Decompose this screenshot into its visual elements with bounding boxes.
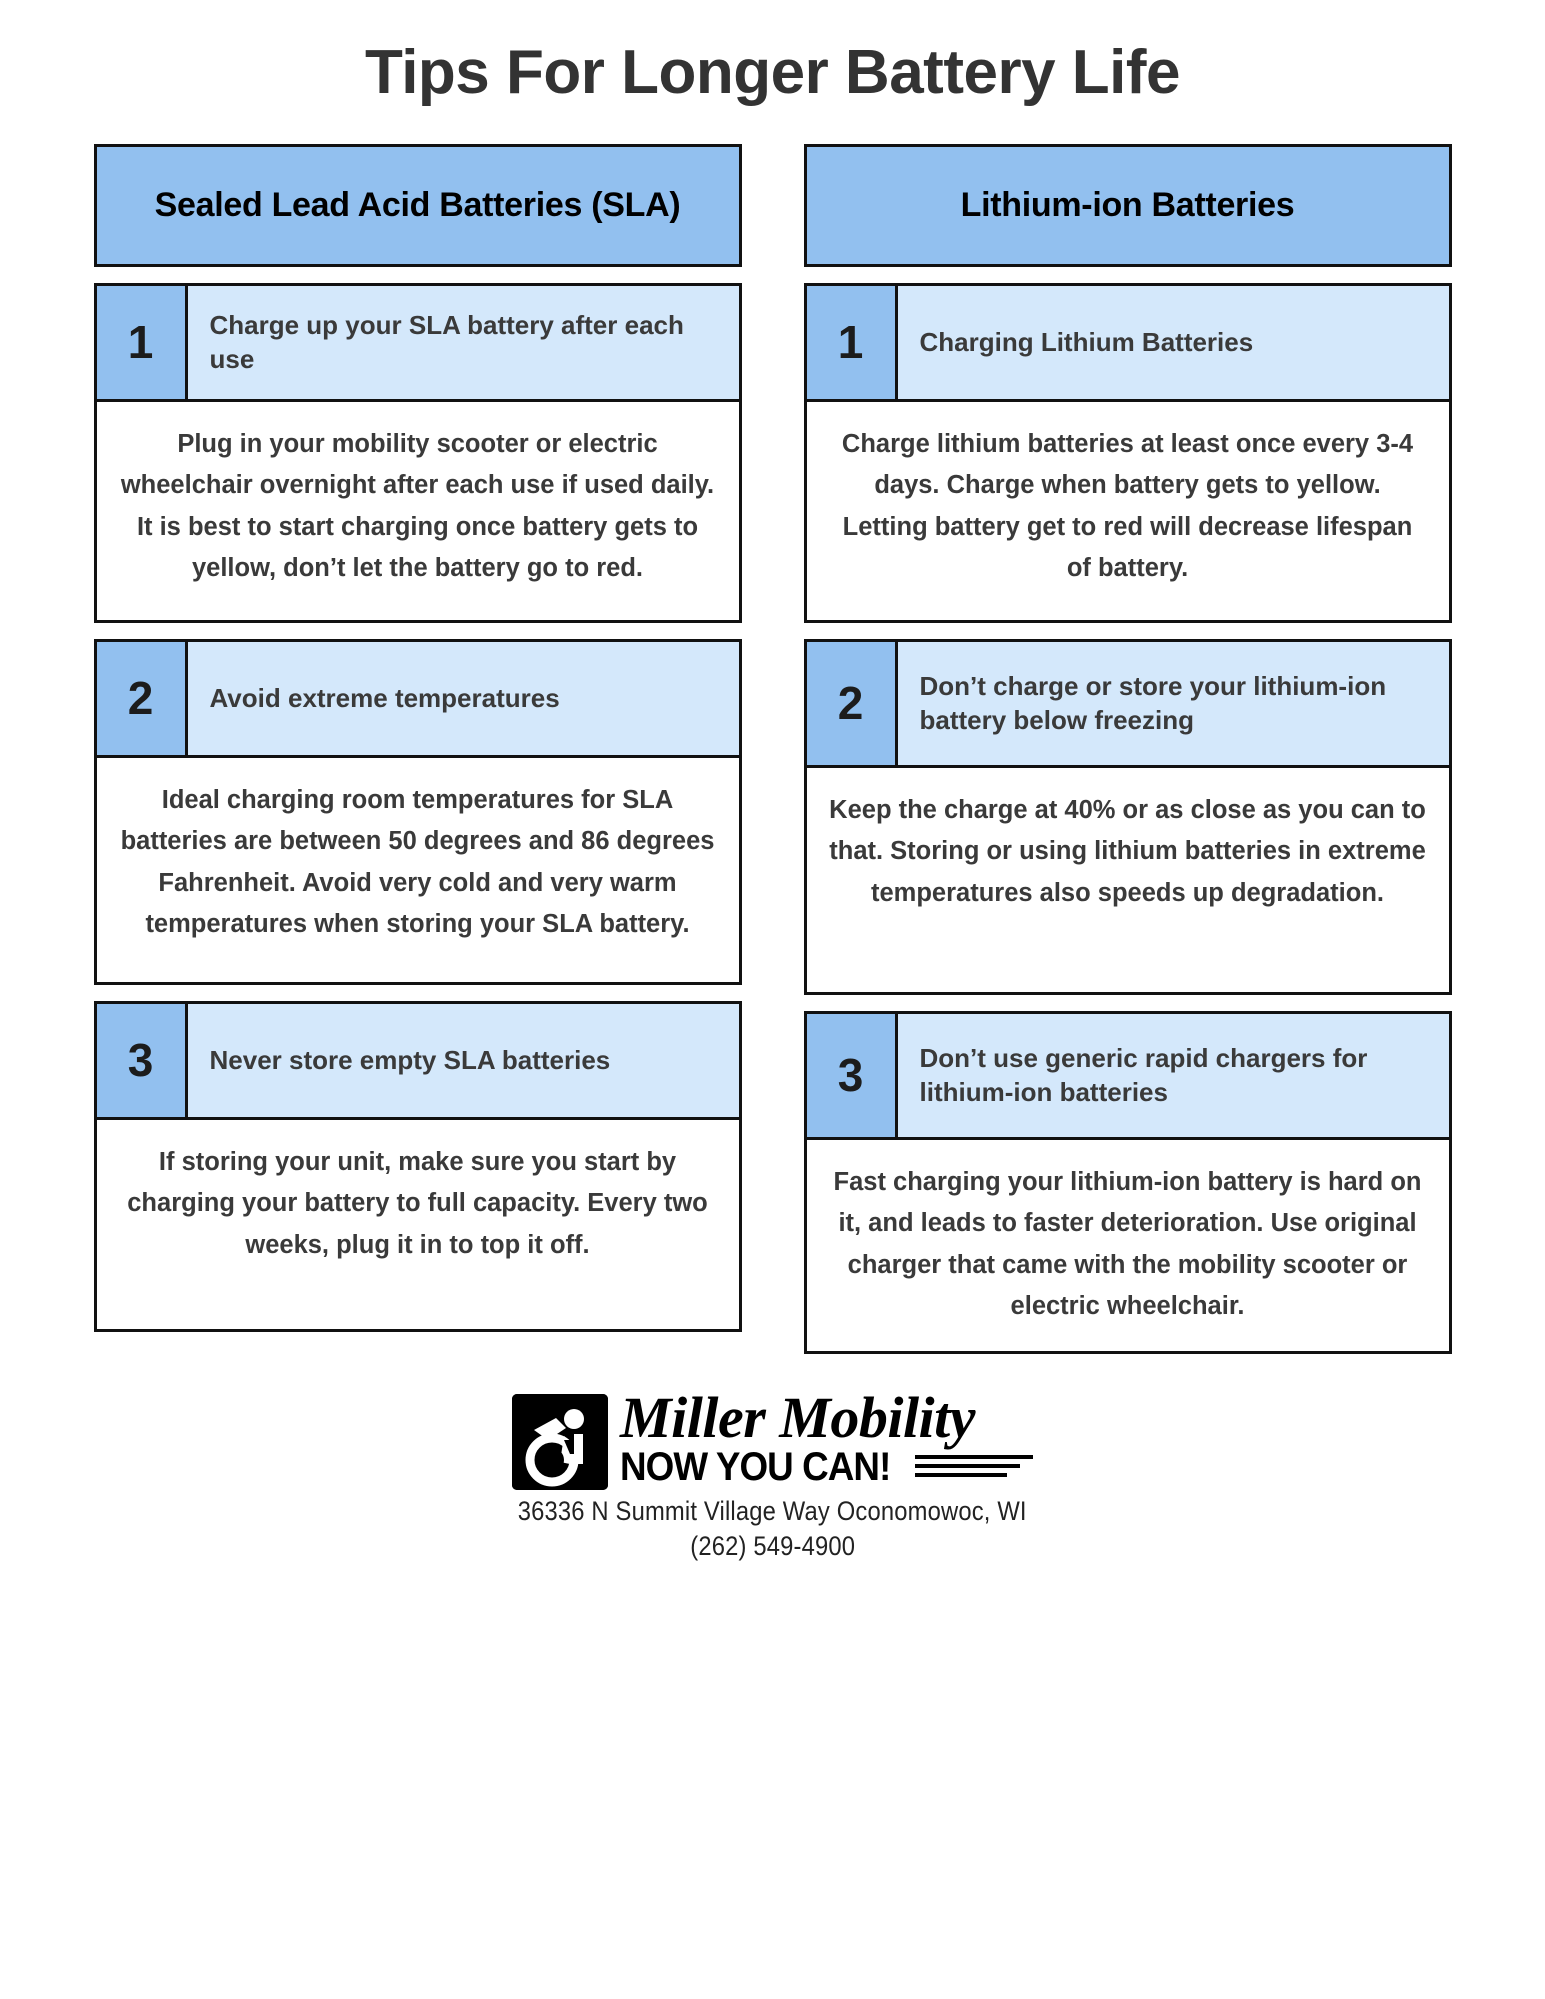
tip-body <box>804 399 1452 623</box>
tips-columns <box>0 144 1545 1354</box>
footer-phone: (262) 549-4900 <box>690 1531 855 1562</box>
tip-card <box>804 283 1452 623</box>
tip-body <box>804 765 1452 995</box>
tip-body-text: Ideal charging room temperatures for SLA batteries are between 50 degrees and 86 degrees Fahrenheit. Avoid very cold and very warm temperatures when storing your SLA battery. <box>120 785 715 938</box>
logo-tagline: NOW YOU CAN! <box>620 1444 891 1489</box>
column-header-lithium <box>804 144 1452 267</box>
column-lithium <box>804 144 1452 1354</box>
tip-number: 1 <box>807 286 898 399</box>
column-header-label: Sealed Lead Acid Batteries (SLA) <box>154 185 681 224</box>
tip-title-label: Avoid extreme temperatures <box>209 683 560 714</box>
tip-body <box>94 399 742 623</box>
tip-head <box>94 1001 742 1117</box>
logo-company-name: Miller Mobility <box>620 1385 976 1451</box>
tip-body-text: Fast charging your lithium-ion battery is hard on it, and leads to faster deterioration. Use original charger that came with the mobility scooter or electric wheelchair. <box>833 1167 1422 1320</box>
tip-card <box>94 639 742 985</box>
tip-card <box>94 283 742 623</box>
tip-card <box>804 1011 1452 1354</box>
logo-speed-lines-icon <box>915 1455 1033 1477</box>
tip-title <box>188 286 739 399</box>
wheelchair-accessibility-icon <box>512 1394 608 1490</box>
tip-title-label: Charging Lithium Batteries <box>919 327 1254 358</box>
tip-title-label: Charge up your SLA battery after each use <box>209 309 684 375</box>
column-header-label: Lithium-ion Batteries <box>960 185 1295 224</box>
tip-title <box>188 1004 739 1117</box>
logo-tagline-row <box>620 1445 1033 1490</box>
tip-title <box>898 642 1449 765</box>
tip-head <box>804 283 1452 399</box>
tip-body-text: Plug in your mobility scooter or electric wheelchair overnight after each use if used daily. It is best to start charging once battery gets to yellow, don’t let the battery go to red. <box>120 429 715 582</box>
tip-number: 1 <box>97 286 188 399</box>
footer <box>0 1385 1545 1562</box>
tip-head <box>804 1011 1452 1137</box>
tip-body <box>94 755 742 985</box>
column-header-sla <box>94 144 742 267</box>
tip-body-text: Keep the charge at 40% or as close as you can to that. Storing or using lithium batteries in extreme temperatures also speeds up degradation. <box>829 795 1426 907</box>
tip-card <box>94 1001 742 1332</box>
tip-title-label: Don’t charge or store your lithium-ion battery below freezing <box>919 670 1387 736</box>
tip-head <box>804 639 1452 765</box>
tip-number: 2 <box>807 642 898 765</box>
tip-number: 3 <box>807 1014 898 1137</box>
column-sla <box>94 144 742 1354</box>
tip-body-text: If storing your unit, make sure you start by charging your battery to full capacity. Every two weeks, plug it in to top it off. <box>127 1147 708 1259</box>
tip-body <box>804 1137 1452 1354</box>
tip-card <box>804 639 1452 995</box>
company-logo <box>512 1385 1033 1490</box>
tip-title <box>188 642 739 755</box>
tip-head <box>94 639 742 755</box>
tip-head <box>94 283 742 399</box>
tip-body <box>94 1117 742 1332</box>
tip-title <box>898 286 1449 399</box>
footer-address: 36336 N Summit Village Way Oconomowoc, WI <box>517 1496 1027 1527</box>
tip-title-label: Never store empty SLA batteries <box>209 1045 611 1076</box>
tip-number: 2 <box>97 642 188 755</box>
tip-number: 3 <box>97 1004 188 1117</box>
logo-wordmark <box>620 1385 1033 1490</box>
tip-title-label: Don’t use generic rapid chargers for lithium-ion batteries <box>919 1042 1368 1108</box>
page-title: Tips For Longer Battery Life <box>364 38 1181 107</box>
tip-body-text: Charge lithium batteries at least once every 3-4 days. Charge when battery gets to yellow. Letting battery get to red will decrease lifespan of battery. <box>841 429 1414 582</box>
tip-title <box>898 1014 1449 1137</box>
